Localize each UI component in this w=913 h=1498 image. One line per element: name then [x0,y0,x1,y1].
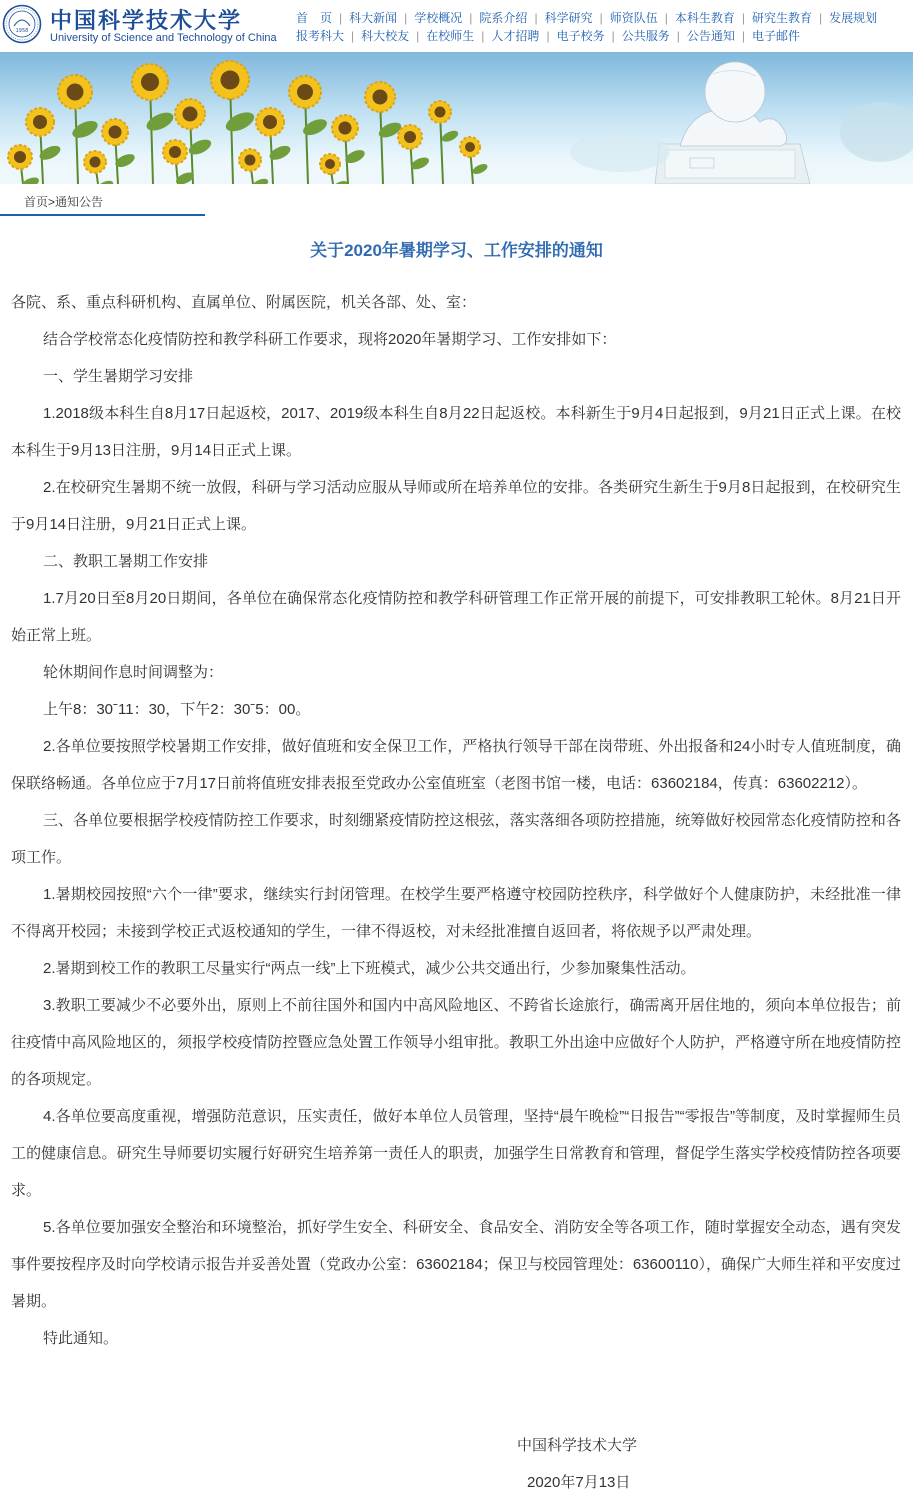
article-paragraph: 2.暑期到校工作的教职工尽量实行“两点一线”上下班模式，减少公共交通出行，少参加聚集性活动。 [43,960,696,977]
university-seal-icon [2,4,42,44]
nav-separator: | [741,29,745,43]
article-paragraph: 5.各单位要加强安全整治和环境整治，抓好学生安全、科研安全、食品安全、消防安全等各项工作，随时掌握安全动态，遇有突发事件要按程序及时向学校请示报告并妥善处置（党政办公室：63602184；保卫与校园管理处：63600110），确保广大师生祥和平安度过暑期。 [11,1219,901,1310]
nav-link-nav_row1-5[interactable]: 师资队伍 [609,11,658,25]
nav-separator: | [351,29,355,43]
article-signature: 中国科学技术大学 [517,1437,638,1454]
article-date: 2020年7月13日 [527,1474,631,1491]
nav-link-nav_row2-0[interactable]: 报考科大 [296,29,345,43]
article-paragraph: 一、学生暑期学习安排 [43,368,194,385]
breadcrumb [0,184,913,214]
nav-link-nav_row1-8[interactable]: 发展规划 [829,11,878,25]
nav-link-nav_row2-3[interactable]: 人才招聘 [491,29,540,43]
banner-illustration [0,52,913,184]
main-nav-row-1 [292,9,881,27]
article-paragraph: 三、各单位要根据学校疫情防控工作要求，时刻绷紧疫情防控这根弦，落实落细各项防控措施，统筹做好校园常态化疫情防控和各项工作。 [11,812,901,866]
campus-banner [0,52,913,184]
breadcrumb-current-link[interactable]: 通知公告 [55,195,104,209]
breadcrumb-trail [24,193,103,210]
article-paragraph: 上午8：30ˉ11：30，下午2：30ˉ5：00。 [43,701,311,718]
article-title: 关于2020年暑期学习、工作安排的通知 [310,241,603,260]
nav-link-nav_row2-1[interactable]: 科大校友 [361,29,410,43]
article-paragraph: 2.各单位要按照学校暑期工作安排，做好值班和安全保卫工作，严格执行领导干部在岗带班、外出报备和24小时专人值班制度，确保联络畅通。各单位应于7月17日前将值班安排表报至党政办公室值班室（老图书馆一楼，电话：63602184，传真：63602212）。 [11,738,901,792]
nav-link-nav_row1-1[interactable]: 科大新闻 [349,11,398,25]
nav-separator: | [741,11,745,25]
nav-separator: | [546,29,550,43]
article-paragraph: 1.暑期校园按照“六个一律”要求，继续实行封闭管理。在校学生要严格遵守校园防控秩序，科学做好个人健康防护，未经批准一律不得离开校园；未接到学校正式返校通知的学生，一律不得返校，对未经批准擅自返回者，将依规予以严肃处理。 [11,886,901,940]
article-paragraph: 4.各单位要高度重视，增强防范意识，压实责任，做好本单位人员管理，坚持“晨午晚检”“日报告”“零报告”等制度，及时掌握师生员工的健康信息。研究生导师要切实履行好研究生培养第一责任人的职责，加强学生日常教育和管理，督促学生落实学校疫情防控各项要求。 [11,1108,901,1199]
nav-link-nav_row1-3[interactable]: 院系介绍 [479,11,528,25]
nav-separator: | [819,11,823,25]
breadcrumb-bar [0,184,205,216]
nav-separator: | [534,11,538,25]
nav-link-nav_row2-7[interactable]: 电子邮件 [751,29,800,43]
nav-separator: | [599,11,603,25]
article-paragraph: 二、教职工暑期工作安排 [43,553,209,570]
breadcrumb-separator: > [48,195,56,209]
seal-year: 1958 [15,28,29,34]
university-logo[interactable] [0,2,277,48]
nav-link-nav_row1-4[interactable]: 科学研究 [544,11,593,25]
nav-link-nav_row2-5[interactable]: 公共服务 [621,29,670,43]
site-header [0,0,913,52]
logo-chinese-name: 中国科学技术大学 [50,8,243,34]
article-paragraph: 特此通知。 [43,1330,119,1347]
nav-separator: | [416,29,420,43]
nav-separator: | [481,29,485,43]
nav-link-nav_row1-6[interactable]: 本科生教育 [674,11,735,25]
nav-link-nav_row1-7[interactable]: 研究生教育 [751,11,812,25]
article-paragraph: 结合学校常态化疫情防控和教学科研工作要求，现将2020年暑期学习、工作安排如下： [43,331,617,348]
article-paragraph: 3.教职工要减少不必要外出，原则上不前往国外和国内中高风险地区、不跨省长途旅行，确需离开居住地的，须向本单位报告；前往疫情中高风险地区的，须报学校疫情防控暨应急处置工作领导小组审批。教职工外出途中应做好个人防护，严格遵守所在地疫情防控的各项规定。 [11,997,901,1088]
nav-separator: | [469,11,473,25]
breadcrumb-home-link[interactable]: 首页 [24,195,49,209]
nav-separator: | [339,11,343,25]
article-paragraph: 轮休期间作息时间调整为： [43,664,224,681]
article-paragraph: 各院、系、重点科研机构、直属单位、附属医院，机关各部、处、室： [11,294,477,311]
nav-link-nav_row1-0[interactable]: 首 页 [296,11,333,25]
article-paragraph: 1.7月20日至8月20日期间，各单位在确保常态化疫情防控和教学科研管理工作正常开展的前提下，可安排教职工轮休。8月21日开始正常上班。 [11,590,901,644]
nav-link-nav_row2-6[interactable]: 公告通知 [686,29,735,43]
nav-separator: | [611,29,615,43]
main-nav-row-2 [292,27,804,45]
article-body [11,284,901,1357]
article-paragraph: 1.2018级本科生自8月17日起返校，2017、2019级本科生自8月22日起返校。本科新生于9月4日起报到，9月21日正式上课。在校本科生于9月13日注册，9月14日正式上课。 [11,405,901,459]
logo-english-name: University of Science and Technology of China [50,32,277,44]
nav-separator: | [404,11,408,25]
nav-link-nav_row2-4[interactable]: 电子校务 [556,29,605,43]
nav-separator: | [664,11,668,25]
nav-separator: | [676,29,680,43]
article-paragraph: 2.在校研究生暑期不统一放假，科研与学习活动应服从导师或所在培养单位的安排。各类研究生新生于9月8日起报到，在校研究生于9月14日注册，9月21日正式上课。 [11,479,901,533]
nav-link-nav_row2-2[interactable]: 在校师生 [426,29,475,43]
nav-link-nav_row1-2[interactable]: 学校概况 [414,11,463,25]
